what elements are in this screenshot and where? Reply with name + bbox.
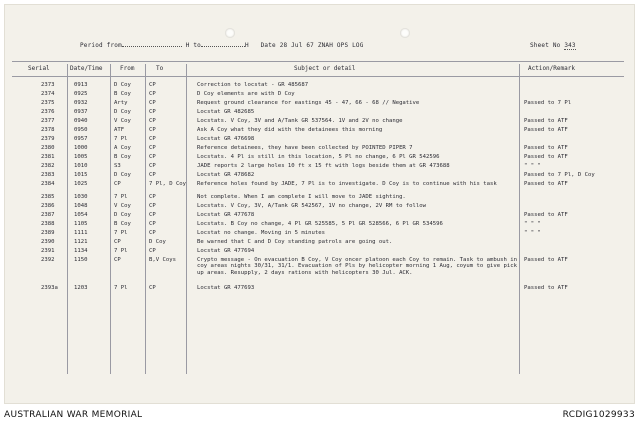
cell-serial: 2391 bbox=[41, 248, 55, 254]
cell-time: 0913 bbox=[74, 82, 88, 88]
cell-time: 1150 bbox=[74, 257, 88, 263]
cell-time: 1054 bbox=[74, 212, 88, 218]
col-serial: Serial bbox=[28, 65, 50, 72]
cell-serial: 2382 bbox=[41, 163, 55, 169]
cell-serial: 2380 bbox=[41, 145, 55, 151]
cell-from: ATF bbox=[114, 127, 125, 133]
cell-from: B Coy bbox=[114, 221, 131, 227]
cell-serial: 2379 bbox=[41, 136, 55, 142]
cell-subject: Locstats. V Coy, 3V, A/Tank GR 542567, 1V no change, 2V RM to follow bbox=[197, 203, 427, 209]
cell-to: CP bbox=[149, 194, 156, 200]
cell-time: 1010 bbox=[74, 163, 88, 169]
cell-to: CP bbox=[149, 230, 156, 236]
cell-from: 7 Pl bbox=[114, 136, 128, 142]
cell-to: CP bbox=[149, 172, 156, 178]
sheet-number bbox=[530, 42, 576, 50]
column-divider bbox=[110, 64, 111, 374]
cell-serial: 2388 bbox=[41, 221, 55, 227]
cell-subject: Locstat GR 482685 bbox=[197, 109, 255, 115]
cell-serial: 2378 bbox=[41, 127, 55, 133]
cell-serial: 2374 bbox=[41, 91, 55, 97]
cell-from: Arty bbox=[114, 100, 128, 106]
cell-action: Passed to ATF bbox=[524, 257, 568, 263]
column-divider bbox=[186, 64, 187, 374]
cell-to: CP bbox=[149, 203, 156, 209]
cell-to: CP bbox=[149, 212, 156, 218]
cell-to: CP bbox=[149, 221, 156, 227]
punch-hole bbox=[400, 28, 410, 38]
cell-from: D Coy bbox=[114, 82, 131, 88]
cell-subject: Crypto message - On evacuation B Coy, V Coy oncer platoon each Coy to remain. Task to ambush in coy areas nights 30/31, 31/1. Evacuation of Pls by helicopter morning 1 Aug, coyum to give pick up areas. Resupply, 2 days rations with helicopters 30 Jul. ACK. bbox=[197, 257, 517, 276]
cell-subject: Locstats. V Coy, 3V and A/Tank GR 537564. 1V and 2V no change bbox=[197, 118, 403, 124]
header-line bbox=[80, 42, 364, 49]
cell-subject: JADE reports 2 large holes 10 ft x 15 ft with logs beside them at GR 473688 bbox=[197, 163, 450, 169]
cell-to: B,V Coys bbox=[149, 257, 176, 263]
cell-time: 1025 bbox=[74, 181, 88, 187]
cell-serial: 2375 bbox=[41, 100, 55, 106]
cell-to: CP bbox=[149, 285, 156, 291]
cell-time: 1030 bbox=[74, 194, 88, 200]
cell-from: 7 Pl bbox=[114, 248, 128, 254]
cell-time: 1105 bbox=[74, 221, 88, 227]
cell-subject: Reference holes found by JADE, 7 Pl is to investigate. D Coy is to continue with his task bbox=[197, 181, 497, 187]
cell-action: Passed to ATF bbox=[524, 285, 568, 291]
cell-subject: Locstat GR 477678 bbox=[197, 212, 255, 218]
cell-subject: Locstat GR 478682 bbox=[197, 172, 255, 178]
cell-from: V Coy bbox=[114, 118, 131, 124]
cell-time: 0940 bbox=[74, 118, 88, 124]
col-subject: Subject or detail bbox=[294, 65, 356, 72]
cell-subject: Locstat no change. Moving in 5 minutes bbox=[197, 230, 325, 236]
cell-time: 1134 bbox=[74, 248, 88, 254]
rule-header bbox=[12, 76, 624, 77]
cell-to: CP bbox=[149, 145, 156, 151]
cell-to: CP bbox=[149, 154, 156, 160]
cell-subject: Locstat GR 477693 bbox=[197, 285, 255, 291]
cell-action: Passed to ATF bbox=[524, 181, 568, 187]
cell-from: 7 Pl bbox=[114, 285, 128, 291]
cell-serial: 2393a bbox=[41, 285, 58, 291]
cell-to: CP bbox=[149, 100, 156, 106]
cell-subject: Reference detainees, they have been collected by POINTED PIPER 7 bbox=[197, 145, 413, 151]
cell-action: Passed to ATF bbox=[524, 154, 568, 160]
cell-time: 1005 bbox=[74, 154, 88, 160]
cell-from: 7 Pl bbox=[114, 230, 128, 236]
cell-to: CP bbox=[149, 248, 156, 254]
cell-time: 0925 bbox=[74, 91, 88, 97]
period-from-label: Period from bbox=[80, 42, 122, 49]
cell-serial: 2384 bbox=[41, 181, 55, 187]
ref-value: ZNAH OPS LOG bbox=[317, 42, 364, 49]
cell-subject: Locstats. B Coy no change, 4 Pl GR 525585, 5 Pl GR 528566, 6 Pl GR 534596 bbox=[197, 221, 443, 227]
cell-serial: 2389 bbox=[41, 230, 55, 236]
cell-to: CP bbox=[149, 136, 156, 142]
cell-serial: 2392 bbox=[41, 257, 55, 263]
cell-action: Passed to 7 Pl, D Coy bbox=[524, 172, 595, 178]
cell-subject: Locstat GR 476698 bbox=[197, 136, 255, 142]
date-value: 28 Jul 67 bbox=[279, 42, 314, 49]
cell-time: 1203 bbox=[74, 285, 88, 291]
footer-id: RCDIG1029933 bbox=[562, 410, 635, 420]
cell-to: CP bbox=[149, 118, 156, 124]
footer bbox=[0, 407, 639, 423]
h-to-label: H to bbox=[185, 42, 201, 49]
cell-subject: D Coy elements are with D Coy bbox=[197, 91, 295, 97]
cell-serial: 2390 bbox=[41, 239, 55, 245]
cell-time: 0957 bbox=[74, 136, 88, 142]
cell-subject: Request ground clearance for eastings 45 - 47, 66 - 68 // Negative bbox=[197, 100, 420, 106]
cell-from: B Coy bbox=[114, 154, 131, 160]
cell-from: A Coy bbox=[114, 145, 131, 151]
cell-time: 1111 bbox=[74, 230, 88, 236]
cell-to: CP bbox=[149, 82, 156, 88]
cell-from: D Coy bbox=[114, 109, 131, 115]
cell-subject: Correction to locstat - GR 485687 bbox=[197, 82, 309, 88]
cell-subject: Ask A Coy what they did with the detainees this morning bbox=[197, 127, 383, 133]
cell-time: 0937 bbox=[74, 109, 88, 115]
cell-serial: 2387 bbox=[41, 212, 55, 218]
cell-serial: 2383 bbox=[41, 172, 55, 178]
column-headers bbox=[4, 62, 635, 76]
cell-from: D Coy bbox=[114, 172, 131, 178]
cell-action: Passed to ATF bbox=[524, 212, 568, 218]
column-divider bbox=[67, 64, 68, 374]
punch-hole bbox=[225, 28, 235, 38]
cell-to: CP bbox=[149, 127, 156, 133]
col-from: From bbox=[120, 65, 135, 72]
col-date-time: Date/Time bbox=[70, 65, 103, 72]
sheet-label: Sheet No bbox=[530, 42, 561, 49]
cell-time: 1048 bbox=[74, 203, 88, 209]
cell-from: CP bbox=[114, 239, 121, 245]
footer-credit: AUSTRALIAN WAR MEMORIAL bbox=[4, 410, 143, 420]
cell-serial: 2386 bbox=[41, 203, 55, 209]
cell-action: Passed to ATF bbox=[524, 118, 568, 124]
cell-from: V Coy bbox=[114, 203, 131, 209]
log-sheet bbox=[4, 4, 635, 404]
cell-time: 1000 bbox=[74, 145, 88, 151]
cell-time: 1015 bbox=[74, 172, 88, 178]
sheet-value: 343 bbox=[564, 42, 576, 49]
cell-time: 0950 bbox=[74, 127, 88, 133]
cell-serial: 2385 bbox=[41, 194, 55, 200]
column-divider bbox=[145, 64, 146, 374]
cell-from: B Coy bbox=[114, 91, 131, 97]
date-label: Date bbox=[260, 42, 276, 49]
cell-to: 7 Pl, D Coy bbox=[149, 181, 187, 187]
cell-from: S3 bbox=[114, 163, 121, 169]
cell-action: Passed to ATF bbox=[524, 127, 568, 133]
col-to: To bbox=[156, 65, 164, 72]
cell-action: Passed to 7 Pl bbox=[524, 100, 572, 106]
cell-action: " " " bbox=[524, 163, 541, 169]
cell-subject: Locstat GR 477694 bbox=[197, 248, 255, 254]
cell-serial: 2381 bbox=[41, 154, 55, 160]
cell-serial: 2377 bbox=[41, 118, 55, 124]
cell-action: " " " bbox=[524, 221, 541, 227]
h-label: H bbox=[245, 42, 249, 49]
cell-subject: Not complete. When I am complete I will move to JADE sighting. bbox=[197, 194, 406, 200]
cell-from: 7 Pl bbox=[114, 194, 128, 200]
cell-from: CP bbox=[114, 257, 121, 263]
cell-action: Passed to ATF bbox=[524, 145, 568, 151]
cell-from: D Coy bbox=[114, 212, 131, 218]
cell-to: CP bbox=[149, 91, 156, 97]
cell-to: CP bbox=[149, 109, 156, 115]
cell-subject: Locstats. 4 Pl is still in this location, 5 Pl no change, 6 Pl GR 542596 bbox=[197, 154, 440, 160]
cell-to: D Coy bbox=[149, 239, 166, 245]
cell-serial: 2376 bbox=[41, 109, 55, 115]
cell-from: CP bbox=[114, 181, 121, 187]
cell-time: 0932 bbox=[74, 100, 88, 106]
cell-to: CP bbox=[149, 163, 156, 169]
cell-action: " " " bbox=[524, 230, 541, 236]
cell-serial: 2373 bbox=[41, 82, 55, 88]
cell-time: 1121 bbox=[74, 239, 88, 245]
cell-subject: Be warned that C and D Coy standing patrols are going out. bbox=[197, 239, 393, 245]
col-action: Action/Remark bbox=[528, 65, 575, 72]
